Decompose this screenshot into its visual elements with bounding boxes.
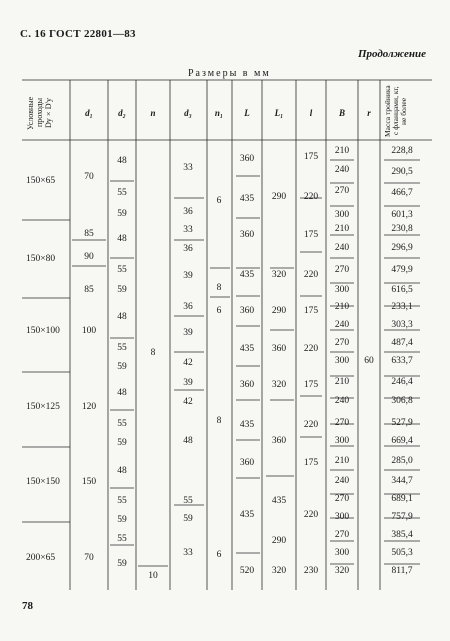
d1-cell: 85 <box>84 285 94 295</box>
mass-cell: 466,7 <box>391 188 413 198</box>
d3-cell: 33 <box>183 163 193 173</box>
d2-cell: 59 <box>117 209 127 219</box>
B-cell: 270 <box>334 530 350 540</box>
L1-cell: 290 <box>271 306 287 316</box>
L-cell: 435 <box>239 344 255 354</box>
l-cell: 220 <box>303 270 319 280</box>
passage-150x80: 150×80 <box>26 254 56 264</box>
mass-cell: 669,4 <box>391 436 413 446</box>
d3-cell: 59 <box>183 514 193 524</box>
n1-cell: 6 <box>216 550 222 560</box>
mass-cell: 233,1 <box>391 302 413 312</box>
B-cell: 240 <box>334 476 350 486</box>
l-cell: 220 <box>303 344 319 354</box>
d1-cell: 85 <box>84 229 94 239</box>
col-header-l: l <box>309 108 313 118</box>
col-header-passage: Условные проходы Dy×D'y <box>26 96 53 130</box>
mass-cell: 757,9 <box>391 512 413 522</box>
B-cell: 300 <box>334 436 350 446</box>
d3-cell: 36 <box>183 207 193 217</box>
d2-cell: 59 <box>117 285 127 295</box>
L1-cell: 435 <box>271 496 287 506</box>
L-cell: 435 <box>239 510 255 520</box>
mass-cell: 616,5 <box>391 285 413 295</box>
L-cell: 360 <box>239 380 255 390</box>
B-cell: 300 <box>334 210 350 220</box>
L-cell: 435 <box>239 420 255 430</box>
mass-cell: 306,8 <box>391 396 413 406</box>
mass-cell: 505,3 <box>391 548 413 558</box>
mass-cell: 285,0 <box>391 456 413 466</box>
d3-cell: 33 <box>183 548 193 558</box>
mass-cell: 487,4 <box>391 338 413 348</box>
l-cell: 230 <box>303 566 319 576</box>
page-header-ref: С. 16 ГОСТ 22801—83 <box>20 28 136 40</box>
d2-cell: 55 <box>117 534 127 544</box>
L-cell: 360 <box>239 230 255 240</box>
col-header-mass: Масса тройника с фланцами, кг, не более <box>383 85 408 137</box>
d3-cell: 36 <box>183 244 193 254</box>
d3-cell: 42 <box>183 358 193 368</box>
B-cell: 300 <box>334 356 350 366</box>
l-cell: 220 <box>303 510 319 520</box>
L-cell: 435 <box>239 194 255 204</box>
L-cell: 360 <box>239 306 255 316</box>
B-cell: 210 <box>334 224 350 234</box>
col-header-B: B <box>338 108 346 118</box>
col-header-L: L <box>244 108 250 118</box>
mass-cell: 689,1 <box>391 494 413 504</box>
l-cell: 175 <box>303 458 319 468</box>
d2-cell: 48 <box>117 156 127 166</box>
n1-cell: 6 <box>216 306 222 316</box>
L1-cell: 320 <box>271 566 287 576</box>
B-cell: 240 <box>334 320 350 330</box>
d3-cell: 36 <box>183 302 193 312</box>
L-cell: 435 <box>239 270 255 280</box>
d3-cell: 55 <box>183 496 193 506</box>
B-cell: 300 <box>334 285 350 295</box>
mass-cell: 344,7 <box>391 476 413 486</box>
passage-150x125: 150×125 <box>26 402 60 412</box>
B-cell: 270 <box>334 338 350 348</box>
col-header-L1: L₁ <box>274 108 284 118</box>
d2-cell: 59 <box>117 438 127 448</box>
d3-cell: 39 <box>183 328 193 338</box>
L1-cell: 320 <box>271 380 287 390</box>
L-cell: 520 <box>239 566 255 576</box>
B-cell: 300 <box>334 548 350 558</box>
d1-cell: 150 <box>81 477 97 487</box>
B-cell: 210 <box>334 146 350 156</box>
mass-cell: 296,9 <box>391 243 413 253</box>
d3-cell: 39 <box>183 378 193 388</box>
r-cell: 60 <box>364 356 374 366</box>
l-cell: 175 <box>303 306 319 316</box>
mass-cell: 811,7 <box>391 566 413 576</box>
n1-cell: 6 <box>216 196 222 206</box>
d3-cell: 48 <box>183 436 193 446</box>
n1-cell: 8 <box>216 283 222 293</box>
L1-cell: 360 <box>271 344 287 354</box>
passage-150x100: 150×100 <box>26 326 60 336</box>
d2-cell: 55 <box>117 265 127 275</box>
mass-cell: 230,8 <box>391 224 413 234</box>
l-cell: 175 <box>303 230 319 240</box>
passage-200x65: 200×65 <box>26 553 56 563</box>
d2-cell: 59 <box>117 559 127 569</box>
mass-cell: 633,7 <box>391 356 413 366</box>
col-header-d1: d₁ <box>85 108 93 118</box>
B-cell: 270 <box>334 265 350 275</box>
B-cell: 240 <box>334 396 350 406</box>
n1-cell: 8 <box>216 416 222 426</box>
l-cell: 220 <box>303 420 319 430</box>
L-cell: 360 <box>239 154 255 164</box>
l-cell: 175 <box>303 380 319 390</box>
mass-cell: 601,3 <box>391 210 413 220</box>
l-cell: 175 <box>303 152 319 162</box>
B-cell: 210 <box>334 377 350 387</box>
n-cell: 10 <box>148 571 158 581</box>
mass-cell: 290,5 <box>391 167 413 177</box>
col-header-n: n <box>150 108 156 118</box>
mass-cell: 385,4 <box>391 530 413 540</box>
d1-cell: 120 <box>81 402 97 412</box>
L1-cell: 320 <box>271 270 287 280</box>
B-cell: 320 <box>334 566 350 576</box>
L-cell: 360 <box>239 458 255 468</box>
d2-cell: 48 <box>117 388 127 398</box>
d1-cell: 70 <box>84 553 94 563</box>
sizes-caption: Размеры в мм <box>188 68 271 79</box>
B-cell: 240 <box>334 243 350 253</box>
mass-cell: 527,9 <box>391 418 413 428</box>
col-header-d2: d₂ <box>118 108 126 118</box>
d2-cell: 59 <box>117 515 127 525</box>
passage-150x150: 150×150 <box>26 477 60 487</box>
L1-cell: 290 <box>271 192 287 202</box>
continuation-label: Продолжение <box>357 48 426 60</box>
mass-cell: 228,8 <box>391 146 413 156</box>
page-number: 78 <box>22 600 33 612</box>
B-cell: 270 <box>334 186 350 196</box>
l-cell: 220 <box>303 192 319 202</box>
B-cell: 210 <box>334 456 350 466</box>
L1-cell: 360 <box>271 436 287 446</box>
n-cell: 8 <box>150 348 156 358</box>
d3-cell: 33 <box>183 225 193 235</box>
d2-cell: 55 <box>117 496 127 506</box>
d2-cell: 48 <box>117 312 127 322</box>
B-cell: 270 <box>334 494 350 504</box>
d3-cell: 39 <box>183 271 193 281</box>
d1-cell: 70 <box>84 172 94 182</box>
d3-cell: 42 <box>183 397 193 407</box>
col-header-n1: n₁ <box>214 108 224 118</box>
mass-cell: 479,9 <box>391 265 413 275</box>
col-header-d3: d₃ <box>184 108 192 118</box>
B-cell: 300 <box>334 512 350 522</box>
d1-cell: 100 <box>81 326 97 336</box>
d2-cell: 59 <box>117 362 127 372</box>
d2-cell: 55 <box>117 343 127 353</box>
col-header-r: r <box>367 108 371 118</box>
L1-cell: 290 <box>271 536 287 546</box>
mass-cell: 246,4 <box>391 377 413 387</box>
d2-cell: 55 <box>117 188 127 198</box>
B-cell: 240 <box>334 165 350 175</box>
mass-cell: 303,3 <box>391 320 413 330</box>
d2-cell: 48 <box>117 234 127 244</box>
B-cell: 210 <box>334 302 350 312</box>
passage-150x65: 150×65 <box>26 176 56 186</box>
d1-cell: 90 <box>84 252 94 262</box>
d2-cell: 55 <box>117 419 127 429</box>
d2-cell: 48 <box>117 466 127 476</box>
B-cell: 270 <box>334 418 350 428</box>
